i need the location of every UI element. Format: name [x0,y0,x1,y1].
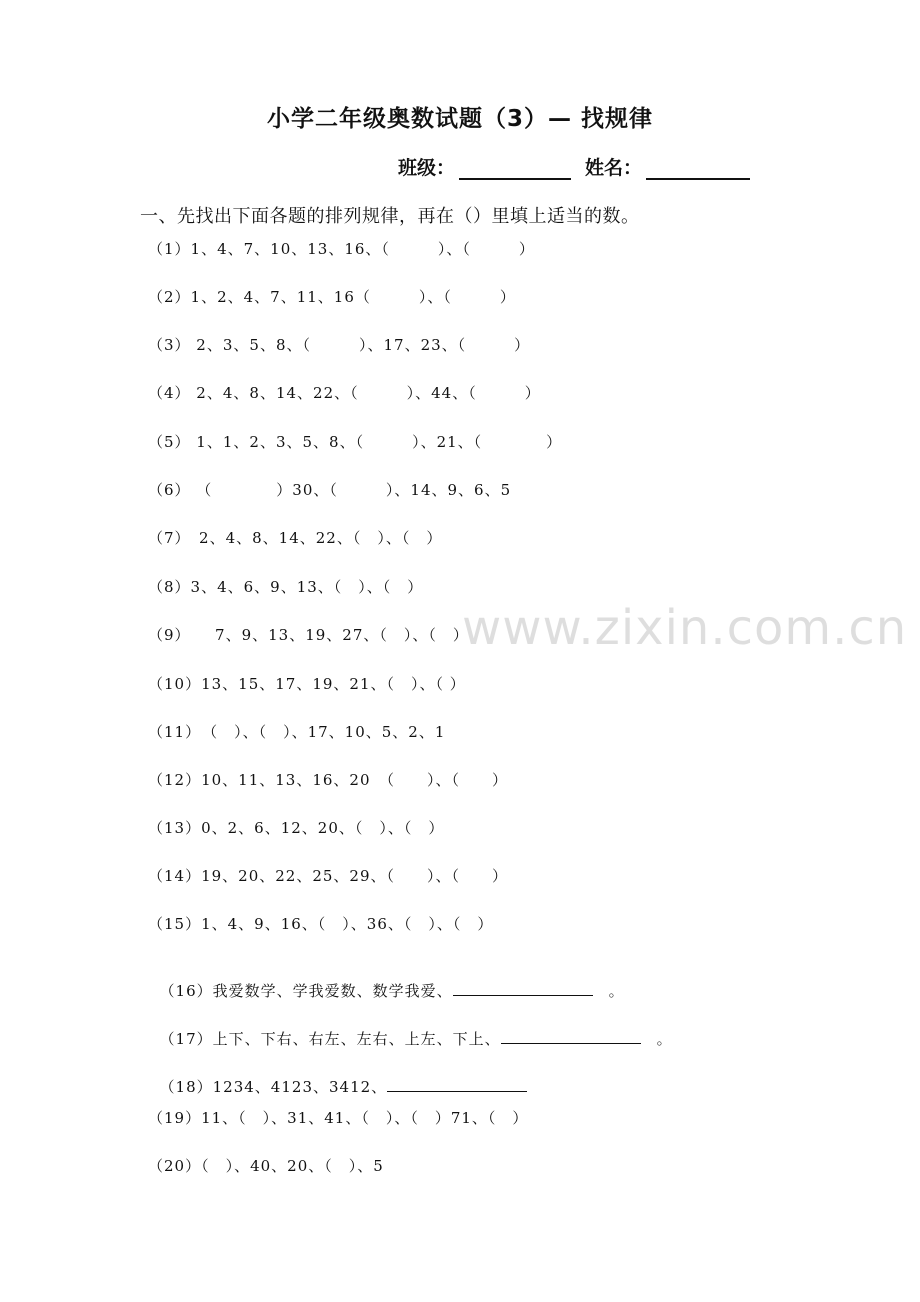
class-label: 班级： [398,157,456,179]
question-18-text: （18）1234、4123、3412、 [159,1078,388,1096]
question-17-end: 。 [640,1030,673,1048]
student-info [398,152,750,180]
question-10: （10）13、15、17、19、21、（ ）、（ ） [148,675,466,693]
question-20: （20）（ ）、40、20、（ ）、5 [148,1157,384,1175]
class-field[interactable] [459,156,571,180]
question-1: （1）1、4、7、10、13、16、（ ）、（ ） [148,240,535,258]
question-17 [148,1010,673,1049]
question-19: （19）11、（ ）、31、41、（ ）、（ ）71、（ ） [148,1109,529,1127]
name-label: 姓名： [585,157,643,179]
question-6: （6） （ ）30、（ ）、14、9、6、5 [148,481,512,499]
question-8: （8）3、4、6、9、13、（ ）、（ ） [148,578,424,596]
question-12: （12）10、11、13、16、20 （ ）、（ ） [148,771,509,789]
question-16 [148,962,625,1001]
question-2: （2）1、2、4、7、11、16（ ）、（ ） [148,288,516,306]
question-18 [148,1058,527,1097]
question-16-text: （16）我爱数学、学我爱数、数学我爱、 [159,982,453,1000]
question-17-text: （17）上下、下右、右左、左右、上左、下上、 [159,1030,501,1048]
question-18-answer-line[interactable] [387,1077,527,1092]
question-9: （9） 7、9、13、19、27、（ ）、（ ） [148,626,469,644]
question-16-end: 。 [592,982,625,1000]
page-title: 小学二年级奥数试题（3）— 找规律 [266,106,653,132]
question-15: （15）1、4、9、16、（ ）、36、（ ）、（ ） [148,915,494,933]
question-14: （14）19、20、22、25、29、（ ）、（ ） [148,867,509,885]
question-16-answer-line[interactable] [453,981,593,996]
question-17-answer-line[interactable] [501,1029,641,1044]
question-13: （13）0、2、6、12、20、（ ）、（ ） [148,819,445,837]
watermark: www.zixin.com.cn [462,600,908,656]
question-7: （7） 2、4、8、14、22、（ ）、（ ） [148,529,443,547]
question-3: （3） 2、3、5、8、（ ）、17、23、（ ） [148,336,531,354]
question-5: （5） 1、1、2、3、5、8、（ ）、21、（ ） [148,433,563,451]
question-4: （4） 2、4、8、14、22、（ ）、44、（ ） [148,384,541,402]
section-instruction: 一、先找出下面各题的排列规律，再在（）里填上适当的数。 [140,206,640,227]
name-field[interactable] [646,156,750,180]
question-11: （11） （ ）、（ ）、17、10、5、2、1 [148,723,446,741]
